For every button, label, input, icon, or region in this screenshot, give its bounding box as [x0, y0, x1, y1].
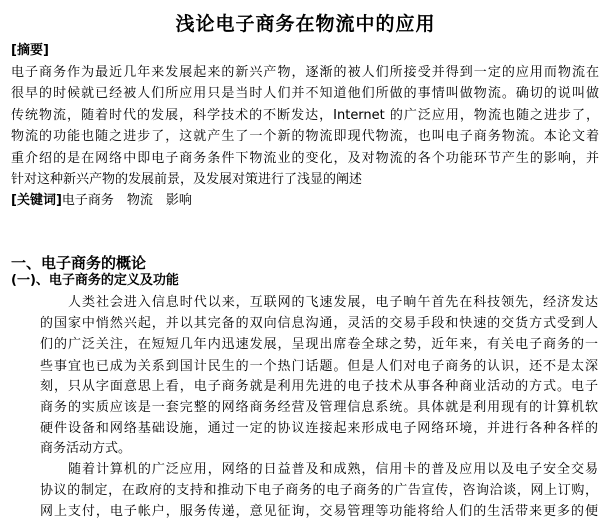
paragraph-line: 硬件设备和网络基础设施，通过一定的协议连接起来形成电子网络环境，并进行各种各样的 — [40, 421, 598, 436]
document-title: 浅论电子商务在物流中的应用 — [175, 13, 436, 35]
abstract-line: 电子商务作为最近几年来发展起来的新兴产物，逐渐的被人们所接受并得到一定的应用而物流在 — [11, 65, 599, 80]
paragraph-line: 的国家中悄然兴起，并以其完备的双向信息沟通，灵活的交易手段和快速的交货方式受到人 — [40, 316, 598, 331]
keywords-label: [关键词] — [11, 193, 62, 208]
paragraph-line: 人类社会进入信息时代以来，互联网的飞速发展，电子晌午首先在科技领先，经济发达 — [68, 295, 598, 310]
paragraph-line: 商务的实质应该是一套完整的网络商务经营及管理信息系统。具体就是利用现有的计算机软 — [40, 400, 598, 415]
paragraph-line: 些事宜也已成为关系到国计民生的一个热门话题。但是人们对电子商务的认识，还不是太深 — [40, 359, 598, 374]
section-heading: 一、电子商务的概论 — [11, 254, 147, 272]
paragraph-line: 随着计算机的广泛应用，网络的日益普及和成熟，信用卡的普及应用以及电子安全交易 — [68, 462, 598, 477]
paragraph-line: 协议的制定，在政府的支持和推动下电子商务的电子商务的广告宣传，咨询洽谈，网上订购， — [40, 483, 598, 498]
keywords-row — [11, 192, 192, 210]
paragraph-line: 们的广泛关注，在短短几年内迅速发展，呈现出席卷全球之势，近年来，有关电子商务的一 — [40, 337, 598, 352]
abstract-line: 很早的时候就已经被人们所应用只是当时人们并不知道他们所做的事情叫做物流。确切的说叫做 — [11, 86, 599, 101]
paragraph-line: 刻，只从字面意思上看，电子商务就是利用先进的电子技术从事各种商业活动的方式。电子 — [40, 379, 598, 394]
abstract-line: 物流的功能也随之进步了，这就产生了一个新的物流即现代物流，也叫电子商务物流。本论文着 — [11, 129, 599, 144]
paragraph-line: 网上支付，电子帐户，服务传递，意见征询，交易管理等功能将给人们的生活带来更多的便 — [40, 504, 598, 519]
abstract-line: 针对这种新兴产物的发展前景，及发展对策进行了浅显的阐述 — [11, 172, 363, 187]
keywords-value: 电子商务 物流 影响 — [61, 193, 192, 208]
paragraph-line: 商务活动方式。 — [40, 441, 132, 456]
abstract-heading: [摘要] — [11, 43, 49, 58]
abstract-line: 重介绍的是在网络中即电子商务条件下物流业的变化，及对物流的各个功能环节产生的影响，并 — [11, 151, 599, 166]
abstract-line: 传统物流，随着时代的发展，科学技术的不断发达，Internet 的广泛应用，物流也随之进步了， — [11, 108, 599, 123]
subsection-heading: (一)、电子商务的定义及功能 — [11, 273, 179, 288]
